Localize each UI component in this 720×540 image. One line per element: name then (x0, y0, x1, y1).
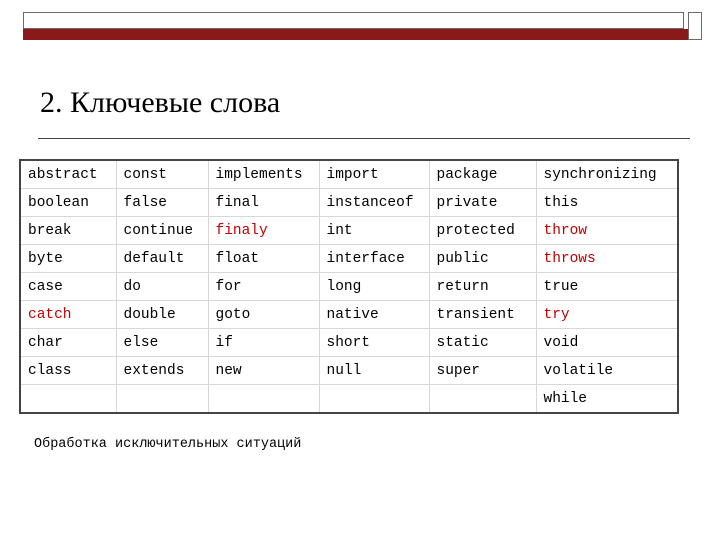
table-cell (319, 385, 429, 414)
table-cell: synchronizing (536, 160, 678, 189)
table-cell: throws (536, 245, 678, 273)
table-cell: void (536, 329, 678, 357)
table-cell: long (319, 273, 429, 301)
table-cell: int (319, 217, 429, 245)
table-cell: float (208, 245, 319, 273)
table-cell: double (116, 301, 208, 329)
table-cell: short (319, 329, 429, 357)
table-cell: continue (116, 217, 208, 245)
table-cell: final (208, 189, 319, 217)
table-row (20, 385, 678, 414)
table-cell: interface (319, 245, 429, 273)
table-cell: public (429, 245, 536, 273)
table-cell: throw (536, 217, 678, 245)
table-cell: extends (116, 357, 208, 385)
table-row (20, 329, 678, 357)
table-cell: package (429, 160, 536, 189)
table-row (20, 160, 678, 189)
table-cell: char (20, 329, 116, 357)
slide-title: 2. Ключевые слова (40, 86, 281, 119)
table-cell (429, 385, 536, 414)
header-bar-square (688, 12, 702, 40)
table-cell: else (116, 329, 208, 357)
table-cell: boolean (20, 189, 116, 217)
table-cell: const (116, 160, 208, 189)
table-cell: static (429, 329, 536, 357)
table-cell: class (20, 357, 116, 385)
header-bar-outline (23, 12, 684, 29)
table-cell: abstract (20, 160, 116, 189)
table-row (20, 245, 678, 273)
table-cell: for (208, 273, 319, 301)
table-cell: byte (20, 245, 116, 273)
table-cell: instanceof (319, 189, 429, 217)
table-cell: false (116, 189, 208, 217)
table-cell: volatile (536, 357, 678, 385)
table-cell: break (20, 217, 116, 245)
title-divider (38, 138, 690, 139)
table-cell (20, 385, 116, 414)
table-cell: super (429, 357, 536, 385)
table-cell: try (536, 301, 678, 329)
table-cell: transient (429, 301, 536, 329)
table-row (20, 357, 678, 385)
table-row (20, 273, 678, 301)
table-cell: private (429, 189, 536, 217)
table-cell: protected (429, 217, 536, 245)
table-cell: new (208, 357, 319, 385)
table-cell: implements (208, 160, 319, 189)
table-cell (116, 385, 208, 414)
table-row (20, 301, 678, 329)
table-cell: default (116, 245, 208, 273)
footnote: Обработка исключительных ситуаций (34, 437, 302, 452)
keywords-table (19, 159, 679, 414)
table-cell (208, 385, 319, 414)
table-cell: native (319, 301, 429, 329)
table-row (20, 189, 678, 217)
table-cell: finaly (208, 217, 319, 245)
table-cell: catch (20, 301, 116, 329)
header-bar-accent (23, 29, 701, 40)
table-cell: if (208, 329, 319, 357)
table-cell: while (536, 385, 678, 414)
table-cell: do (116, 273, 208, 301)
table-cell: true (536, 273, 678, 301)
table-cell: this (536, 189, 678, 217)
table-row (20, 217, 678, 245)
table-cell: return (429, 273, 536, 301)
table-cell: case (20, 273, 116, 301)
table-cell: null (319, 357, 429, 385)
table-cell: import (319, 160, 429, 189)
table-cell: goto (208, 301, 319, 329)
